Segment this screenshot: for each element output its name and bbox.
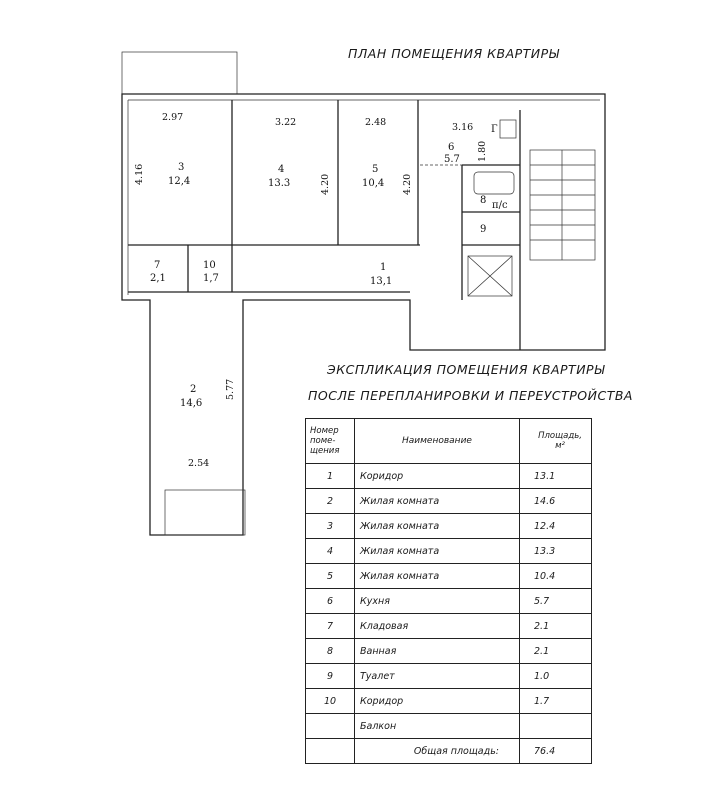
row-name: Коридор bbox=[355, 689, 520, 714]
row-num: 2 bbox=[306, 489, 355, 514]
row-name: Жилая комната bbox=[355, 539, 520, 564]
header-name: Наименование bbox=[355, 419, 520, 464]
expl-title-1: ЭКСПЛИКАЦИЯ ПОМЕЩЕНИЯ КВАРТИРЫ bbox=[327, 362, 605, 377]
row-name: Кладовая bbox=[355, 614, 520, 639]
room-10-num: 10 bbox=[203, 260, 216, 271]
row-area: 12.4 bbox=[520, 514, 592, 539]
room-4-dim-top: 3.22 bbox=[275, 117, 297, 128]
room-10-area: 1,7 bbox=[203, 273, 219, 284]
row-name: Коридор bbox=[355, 464, 520, 489]
room-2-dim-side: 5.77 bbox=[225, 378, 236, 400]
room-5-num: 5 bbox=[372, 164, 379, 175]
table-row bbox=[306, 564, 592, 589]
room-6-area: 5.7 bbox=[444, 154, 460, 165]
row-num: 10 bbox=[306, 689, 355, 714]
stove-label: Г bbox=[491, 124, 498, 135]
inner-wall-line bbox=[128, 100, 600, 295]
room-3-dim-side: 4.16 bbox=[134, 163, 145, 185]
row-name: Кухня bbox=[355, 589, 520, 614]
row-name: Балкон bbox=[355, 714, 520, 739]
row-num: 9 bbox=[306, 664, 355, 689]
total-value: 76.4 bbox=[520, 739, 592, 764]
row-area: 13.3 bbox=[520, 539, 592, 564]
row-num: 4 bbox=[306, 539, 355, 564]
table-row bbox=[306, 589, 592, 614]
row-name: Жилая комната bbox=[355, 514, 520, 539]
room-6-dim-top: 3.16 bbox=[452, 122, 474, 133]
explication-table bbox=[305, 418, 592, 764]
row-num: 1 bbox=[306, 464, 355, 489]
room-5-dim-side: 4.20 bbox=[402, 173, 413, 195]
room-4-area: 13.3 bbox=[268, 178, 291, 189]
row-area: 14.6 bbox=[520, 489, 592, 514]
room-5-area: 10,4 bbox=[362, 178, 385, 189]
room-4-dim-side: 4.20 bbox=[320, 173, 331, 195]
table-row bbox=[306, 539, 592, 564]
table-row bbox=[306, 714, 592, 739]
room-6-dim-side: 1.80 bbox=[477, 140, 488, 162]
room-3-num: 3 bbox=[178, 162, 185, 173]
row-area: 2.1 bbox=[520, 639, 592, 664]
room-6-num: 6 bbox=[448, 142, 455, 153]
row-name: Ванная bbox=[355, 639, 520, 664]
total-row bbox=[306, 739, 592, 764]
stairs bbox=[530, 150, 595, 260]
plan-title: ПЛАН ПОМЕЩЕНИЯ КВАРТИРЫ bbox=[348, 46, 560, 61]
room-1-area: 13,1 bbox=[370, 276, 393, 287]
stove-icon bbox=[500, 120, 516, 138]
row-area: 1.7 bbox=[520, 689, 592, 714]
room-8-num: 8 bbox=[480, 195, 487, 206]
room-3-area: 12,4 bbox=[168, 176, 191, 187]
row-name: Туалет bbox=[355, 664, 520, 689]
table-row bbox=[306, 689, 592, 714]
table-row bbox=[306, 464, 592, 489]
room-2-dim-bottom: 2.54 bbox=[188, 458, 210, 469]
row-num: 3 bbox=[306, 514, 355, 539]
row-area: 2.1 bbox=[520, 614, 592, 639]
room-4-num: 4 bbox=[278, 164, 285, 175]
row-area: 10.4 bbox=[520, 564, 592, 589]
balcony-top bbox=[122, 52, 237, 94]
row-num: 7 bbox=[306, 614, 355, 639]
room-1-num: 1 bbox=[380, 262, 387, 273]
bathtub-icon bbox=[474, 172, 514, 194]
table-row bbox=[306, 614, 592, 639]
room-7-num: 7 bbox=[154, 260, 161, 271]
header-area: Площадь, м² bbox=[520, 419, 592, 464]
row-num: 6 bbox=[306, 589, 355, 614]
row-num: 8 bbox=[306, 639, 355, 664]
row-area: 5.7 bbox=[520, 589, 592, 614]
room-7-area: 2,1 bbox=[150, 273, 166, 284]
header-num: Номер поме- щения bbox=[306, 419, 355, 464]
room-2-area: 14,6 bbox=[180, 398, 203, 409]
table-row bbox=[306, 639, 592, 664]
room-8-extra: п/с bbox=[492, 200, 508, 211]
row-num bbox=[306, 714, 355, 739]
balcony-bottom bbox=[165, 490, 245, 535]
room-2-num: 2 bbox=[190, 384, 197, 395]
room-9-num: 9 bbox=[480, 224, 487, 235]
row-num: 5 bbox=[306, 564, 355, 589]
row-area bbox=[520, 714, 592, 739]
room-3-dim-top: 2.97 bbox=[162, 112, 184, 123]
table-row bbox=[306, 514, 592, 539]
table-row bbox=[306, 489, 592, 514]
row-name: Жилая комната bbox=[355, 564, 520, 589]
expl-title-2: ПОСЛЕ ПЕРЕПЛАНИРОВКИ И ПЕРЕУСТРОЙСТВА bbox=[308, 388, 633, 403]
total-label: Общая площадь: bbox=[355, 739, 520, 764]
room-5-dim-top: 2.48 bbox=[365, 117, 387, 128]
table-row bbox=[306, 664, 592, 689]
row-name: Жилая комната bbox=[355, 489, 520, 514]
row-area: 13.1 bbox=[520, 464, 592, 489]
row-area: 1.0 bbox=[520, 664, 592, 689]
